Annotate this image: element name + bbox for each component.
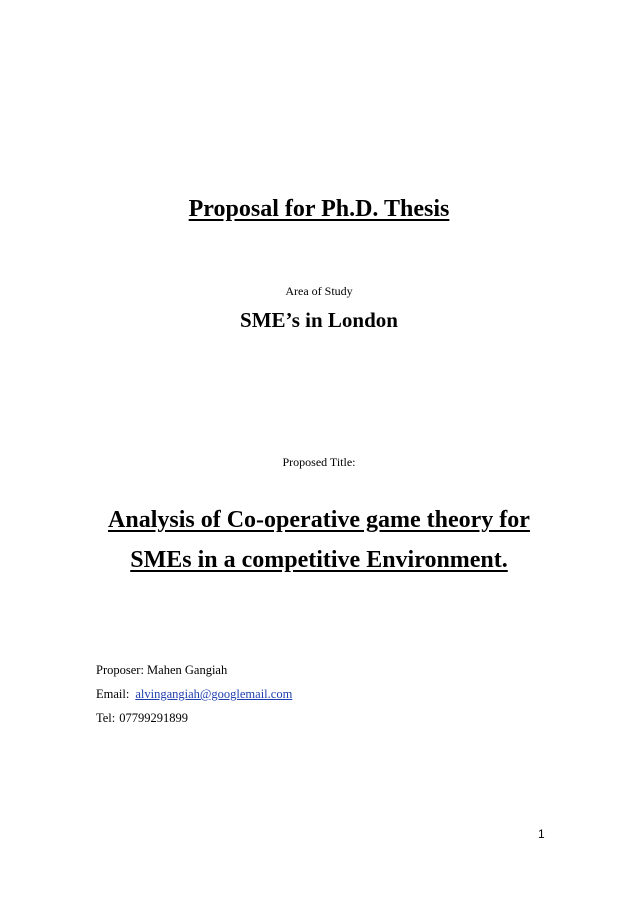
proposed-title-label: Proposed Title: — [282, 455, 356, 469]
tel-value: 07799291899 — [119, 711, 189, 725]
page-number: 1 — [538, 827, 545, 841]
proposed-title — [0, 500, 638, 580]
proposer-details — [96, 658, 292, 730]
email-row — [96, 682, 292, 706]
tel-row — [96, 706, 292, 730]
area-of-study-value: SME’s in London — [240, 308, 398, 332]
area-of-study-label: Area of Study — [285, 284, 353, 298]
proposer-name: Mahen Gangiah — [147, 663, 228, 677]
proposed-title-line-2: SMEs in a competitive Environment. — [130, 547, 508, 573]
document-title: Proposal for Ph.D. Thesis — [188, 196, 450, 222]
email-label: Email: — [96, 687, 130, 701]
email-link[interactable]: alvingangiah@googlemail.com — [135, 687, 293, 701]
proposer-label: Proposer: — [96, 663, 144, 677]
proposer-row — [96, 658, 292, 682]
tel-label: Tel: — [96, 711, 116, 725]
proposed-title-line-1: Analysis of Co-operative game theory for — [108, 507, 530, 533]
